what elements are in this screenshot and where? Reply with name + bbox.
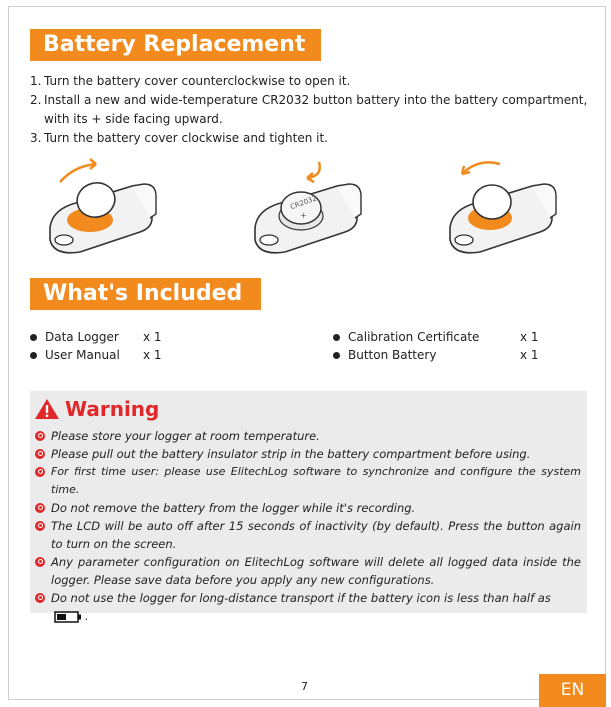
bullet-icon (30, 352, 37, 359)
battery-replacement-illustrations (30, 156, 590, 266)
warning-list (35, 427, 581, 625)
language-badge: EN (539, 674, 606, 707)
warning-bullet-icon (35, 431, 45, 441)
warning-bullet-icon (35, 557, 45, 567)
whats-included-heading: What's Included (30, 278, 261, 310)
step-item: 3. Turn the battery cover clockwise and tighten it. (30, 131, 328, 145)
list-item: Data Logger x 1 (30, 328, 162, 346)
warning-item: For first time user: please use ElitechLog software to synchronize and configure the system time. (35, 463, 581, 499)
included-list-right (333, 328, 539, 364)
warning-bullet-icon (35, 503, 45, 513)
svg-text:+: + (300, 211, 307, 220)
warning-item: Any parameter configuration on ElitechLog software will delete all logged data inside the logger. Please save data before you apply any new configurations. (35, 553, 581, 589)
list-item: User Manual x 1 (30, 346, 162, 364)
warning-item: The LCD will be auto off after 15 seconds of inactivity (by default). Press the button again to turn on the screen. (35, 517, 581, 553)
warning-bullet-icon (35, 521, 45, 531)
warning-item: Please pull out the battery insulator strip in the battery compartment before using. (35, 445, 581, 463)
logger-battery-icon (245, 156, 365, 266)
warning-item: Do not use the logger for long-distance transport if the battery icon is less than half as . (35, 589, 581, 625)
page-number: 7 (301, 680, 308, 693)
list-item: Calibration Certificate x 1 (333, 328, 539, 346)
warning-bullet-icon (35, 467, 45, 477)
warning-triangle-icon (34, 398, 60, 420)
list-item: Button Battery x 1 (333, 346, 539, 364)
battery-replacement-steps (30, 72, 590, 148)
bullet-icon (30, 334, 37, 341)
step-item: 1. Turn the battery cover counterclockwise to open it. (30, 74, 351, 88)
battery-replacement-heading: Battery Replacement (30, 29, 321, 61)
bullet-icon (333, 352, 340, 359)
warning-item: Do not remove the battery from the logger while it's recording. (35, 499, 581, 517)
logger-close-cover-icon (440, 156, 560, 266)
warning-bullet-icon (35, 593, 45, 603)
warning-box (30, 391, 587, 623)
included-list-left (30, 328, 162, 364)
step-item: 2. Install a new and wide-temperature CR2032 button battery into the battery compartment, with its + side facing upward. (30, 93, 588, 126)
logger-open-cover-icon (40, 156, 160, 266)
bullet-icon (333, 334, 340, 341)
warning-bullet-icon (35, 449, 45, 459)
svg-text:CR2032: CR2032 (289, 194, 318, 212)
half-battery-icon (54, 611, 82, 623)
warning-item: Please store your logger at room temperature. (35, 427, 581, 445)
warning-heading: Warning (34, 397, 159, 421)
